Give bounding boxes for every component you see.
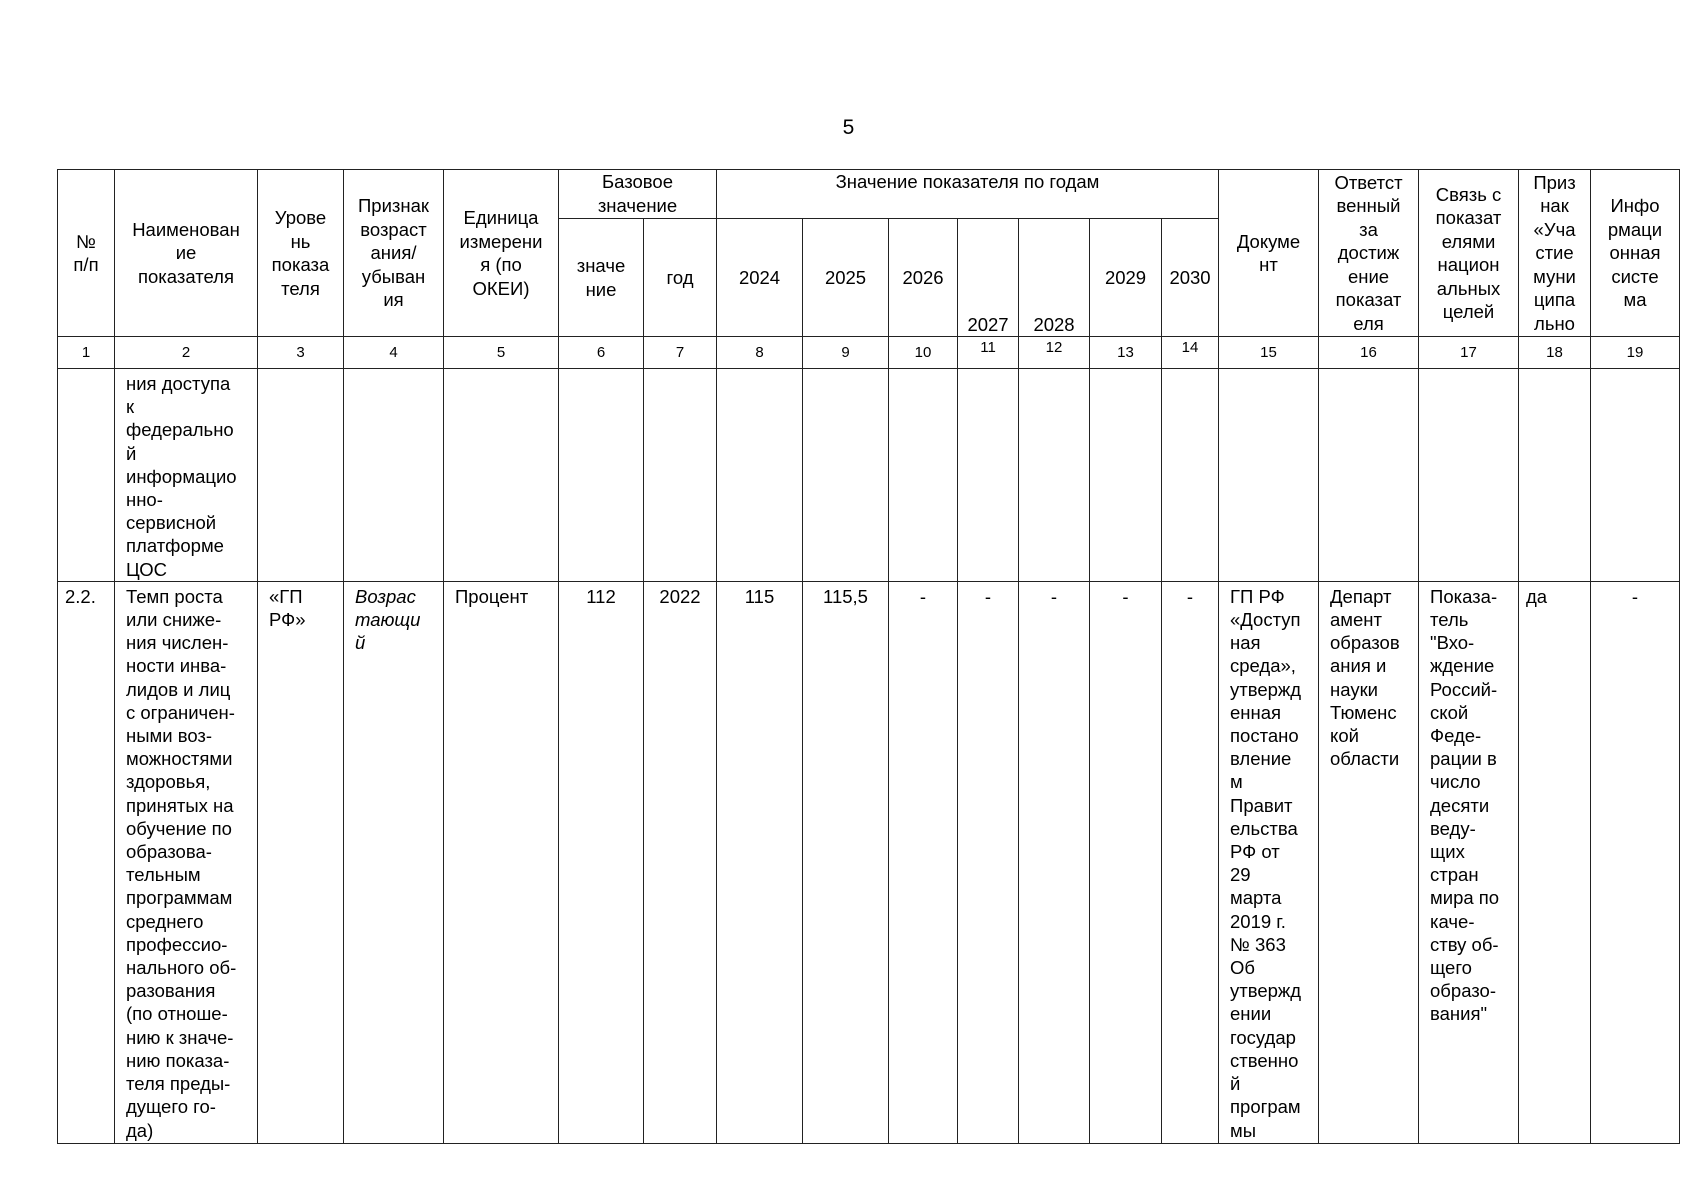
cell-value-2024: 115 <box>717 581 803 1143</box>
cell-value-2026 <box>889 369 958 582</box>
column-number: 5 <box>444 337 559 369</box>
header-info-system: Инфо рмаци онная систе ма <box>1591 170 1680 337</box>
column-number: 8 <box>717 337 803 369</box>
header-num: № п/п <box>58 170 115 337</box>
cell-national-goals <box>1419 369 1519 582</box>
header-year-2026: 2026 <box>889 219 958 337</box>
header-base-year: год <box>644 219 717 337</box>
cell-value-2030: - <box>1162 581 1219 1143</box>
page-number: 5 <box>842 116 855 139</box>
column-number-row <box>58 337 1680 369</box>
column-number: 12 <box>1019 337 1090 369</box>
header-year-2030: 2030 <box>1162 219 1219 337</box>
cell-base-value: 112 <box>559 581 644 1143</box>
header-year-2024: 2024 <box>717 219 803 337</box>
header-municipal: Приз нак «Уча стие муни ципа льно <box>1519 170 1591 337</box>
column-number: 9 <box>803 337 889 369</box>
cell-name: Темп роста или сниже- ния числен- ности инва- лидов и лиц с ограничен- ными воз- можностями здоровья, принятых на обучение по образова- тельным программам среднего профессио- нального об- разования (по отноше- нию к значе- нию показа- теля преды- дущего го- да) <box>115 581 258 1143</box>
header-base-value: значе ние <box>559 219 644 337</box>
cell-unit: Процент <box>444 581 559 1143</box>
table-row <box>58 369 1680 582</box>
cell-trend <box>344 369 444 582</box>
cell-responsible <box>1319 369 1419 582</box>
column-number: 1 <box>58 337 115 369</box>
column-number: 10 <box>889 337 958 369</box>
cell-municipal: да <box>1519 581 1591 1143</box>
cell-document: ГП РФ «Доступ ная среда», утвержд енная постано вление м Правит ельства РФ от 29 марта 2019 г. № 363 Об утвержд ении государ ственно й програм мы <box>1219 581 1319 1143</box>
cell-trend: Возрас тающи й <box>344 581 444 1143</box>
column-number: 17 <box>1419 337 1519 369</box>
cell-value-2026: - <box>889 581 958 1143</box>
cell-value-2029: - <box>1090 581 1162 1143</box>
column-number: 3 <box>258 337 344 369</box>
cell-responsible: Департ амент образов ания и науки Тюменс кой области <box>1319 581 1419 1143</box>
table-row <box>58 581 1680 1143</box>
cell-value-2024 <box>717 369 803 582</box>
header-responsible: Ответст венный за достиж ение показат еля <box>1319 170 1419 337</box>
column-number: 13 <box>1090 337 1162 369</box>
header-year-2029: 2029 <box>1090 219 1162 337</box>
cell-value-2029 <box>1090 369 1162 582</box>
header-year-2028: 2028 <box>1019 219 1090 337</box>
header-unit: Единица измерени я (по ОКЕИ) <box>444 170 559 337</box>
cell-base-year: 2022 <box>644 581 717 1143</box>
cell-base-value <box>559 369 644 582</box>
cell-name: ния доступа к федерально й информацио нно- сервисной платформе ЦОС <box>115 369 258 582</box>
column-number: 4 <box>344 337 444 369</box>
header-level: Урове нь показа теля <box>258 170 344 337</box>
cell-value-2028: - <box>1019 581 1090 1143</box>
cell-document <box>1219 369 1319 582</box>
column-number: 14 <box>1162 337 1219 369</box>
column-number: 18 <box>1519 337 1591 369</box>
cell-info-system: - <box>1591 581 1680 1143</box>
header-document: Докуме нт <box>1219 170 1319 337</box>
cell-value-2025 <box>803 369 889 582</box>
cell-unit <box>444 369 559 582</box>
column-number: 15 <box>1219 337 1319 369</box>
cell-national-goals: Показа- тель "Вхо- ждение Россий- ской Феде- рации в число десяти веду- щих стран мира по каче- ству об- щего образо- вания" <box>1419 581 1519 1143</box>
cell-level: «ГП РФ» <box>258 581 344 1143</box>
indicators-table <box>57 169 1680 1144</box>
cell-base-year <box>644 369 717 582</box>
column-number: 11 <box>958 337 1019 369</box>
cell-level <box>258 369 344 582</box>
cell-value-2025: 115,5 <box>803 581 889 1143</box>
header-row-1 <box>58 170 1680 219</box>
column-number: 2 <box>115 337 258 369</box>
cell-value-2028 <box>1019 369 1090 582</box>
header-year-2027: 2027 <box>958 219 1019 337</box>
header-years-group: Значение показателя по годам <box>717 170 1219 219</box>
cell-num <box>58 369 115 582</box>
column-number: 16 <box>1319 337 1419 369</box>
column-number: 7 <box>644 337 717 369</box>
cell-num: 2.2. <box>58 581 115 1143</box>
header-year-2025: 2025 <box>803 219 889 337</box>
header-name: Наименован ие показателя <box>115 170 258 337</box>
header-national-goals: Связь с показат елями национ альных целей <box>1419 170 1519 337</box>
cell-value-2027 <box>958 369 1019 582</box>
cell-municipal <box>1519 369 1591 582</box>
column-number: 6 <box>559 337 644 369</box>
header-trend: Признак возраст ания/ убыван ия <box>344 170 444 337</box>
cell-value-2027: - <box>958 581 1019 1143</box>
cell-value-2030 <box>1162 369 1219 582</box>
header-base-group: Базовое значение <box>559 170 717 219</box>
cell-info-system <box>1591 369 1680 582</box>
column-number: 19 <box>1591 337 1680 369</box>
